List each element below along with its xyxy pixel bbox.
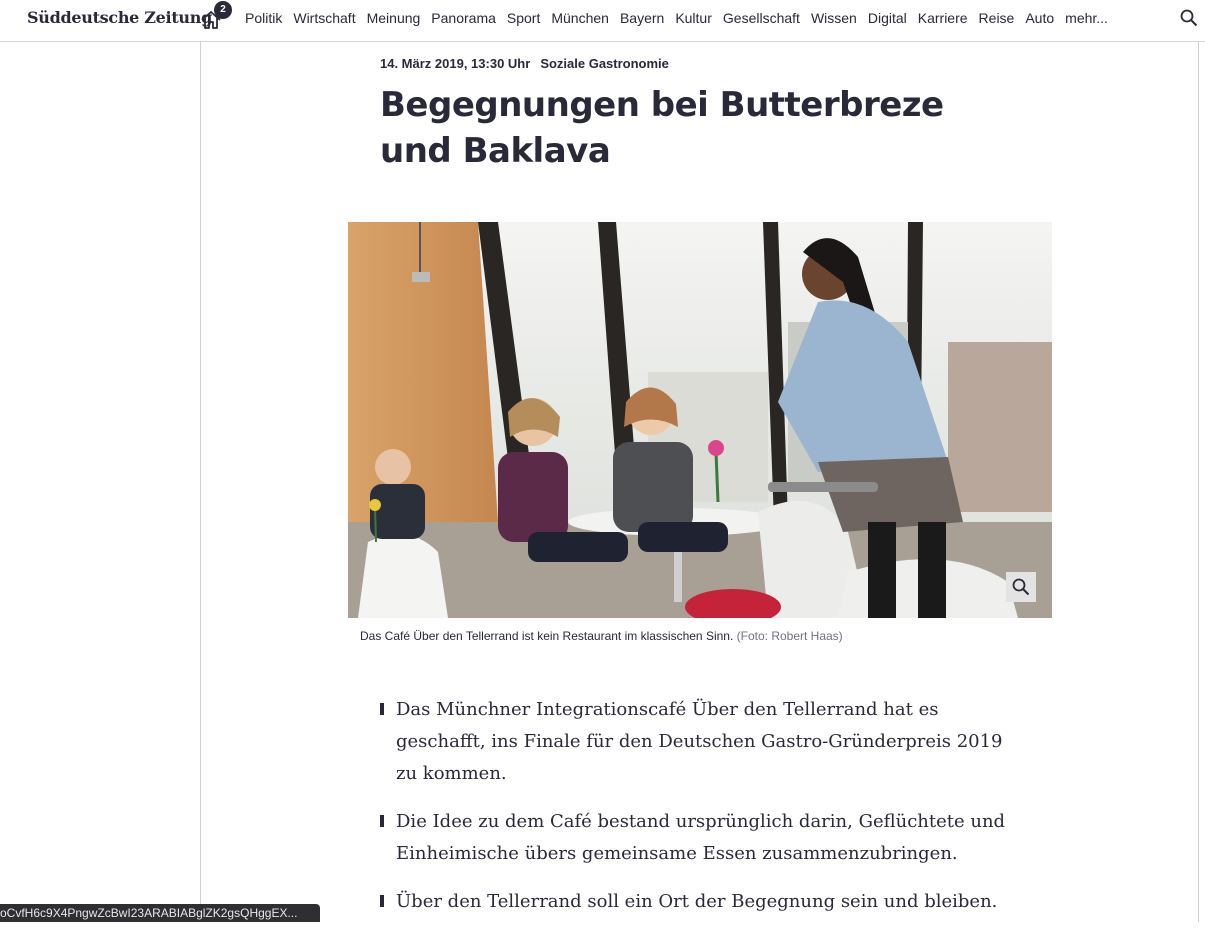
content-border-left [200, 42, 201, 922]
nav-item-auto[interactable]: Auto [1025, 10, 1055, 26]
article-title: Begegnungen bei Butterbreze und Baklava [380, 85, 944, 171]
summary-item [380, 694, 1020, 790]
site-logo[interactable]: Süddeutsche Zeitung [27, 8, 212, 27]
nav-item-mehr[interactable]: mehr... [1065, 10, 1108, 26]
nav-item-politik[interactable]: Politik [245, 10, 283, 26]
bullet-marker [380, 815, 384, 827]
nav-item-sport[interactable]: Sport [506, 10, 541, 26]
cafe-photo-illustration [348, 222, 1052, 618]
summary-text: Das Münchner Integrationscafé Über den Tellerrand hat es geschafft, ins Finale für den Deutschen Gastro-Gründerpreis 2019 zu kommen. [396, 699, 1003, 784]
magnifier-icon [1012, 578, 1030, 596]
photo-credit: (Foto: Robert Haas) [736, 629, 843, 643]
article-kicker: Soziale Gastronomie [540, 56, 669, 71]
article-date: 14. März 2019, 13:30 Uhr [380, 56, 531, 71]
nav-item-digital[interactable]: Digital [867, 10, 907, 26]
nav-item-panorama[interactable]: Panorama [431, 10, 496, 26]
nav-item-karriere[interactable]: Karriere [917, 10, 968, 26]
notification-badge: 2 [214, 1, 232, 19]
summary-text: Die Idee zu dem Café bestand ursprünglich darin, Geflüchtete und Einheimische übers gemeinsame Essen zusammenzubringen. [396, 811, 1006, 864]
nav-item-muenchen[interactable]: München [551, 10, 609, 26]
nav-item-reise[interactable]: Reise [978, 10, 1015, 26]
summary-item [380, 886, 1020, 918]
article-summary [380, 694, 1020, 934]
home-button[interactable] [200, 4, 228, 33]
nav-item-gesellschaft[interactable]: Gesellschaft [722, 10, 800, 26]
summary-item [380, 806, 1020, 870]
nav-item-wissen[interactable]: Wissen [810, 10, 857, 26]
photo-zoom-button[interactable] [1006, 572, 1036, 602]
content-border-right [1198, 42, 1199, 922]
bullet-marker [380, 703, 384, 715]
bullet-marker [380, 895, 384, 907]
photo-caption [360, 629, 843, 643]
main-nav [245, 0, 1119, 36]
caption-text: Das Café Über den Tellerrand ist kein Restaurant im klassischen Sinn. [360, 629, 734, 643]
article-photo[interactable] [348, 222, 1052, 618]
nav-item-bayern[interactable]: Bayern [619, 10, 665, 26]
link-status-bar: oCvfH6c9X4PngwZcBwI23ARABIABglZK2gsQHggEX... [0, 904, 320, 922]
summary-text: Über den Tellerrand soll ein Ort der Begegnung sein und bleiben. [396, 891, 998, 912]
nav-item-meinung[interactable]: Meinung [366, 10, 421, 26]
top-navigation-bar [0, 0, 1205, 42]
nav-item-kultur[interactable]: Kultur [675, 10, 712, 26]
article-meta [380, 56, 669, 71]
search-icon[interactable] [1180, 9, 1198, 27]
nav-item-wirtschaft[interactable]: Wirtschaft [293, 10, 356, 26]
